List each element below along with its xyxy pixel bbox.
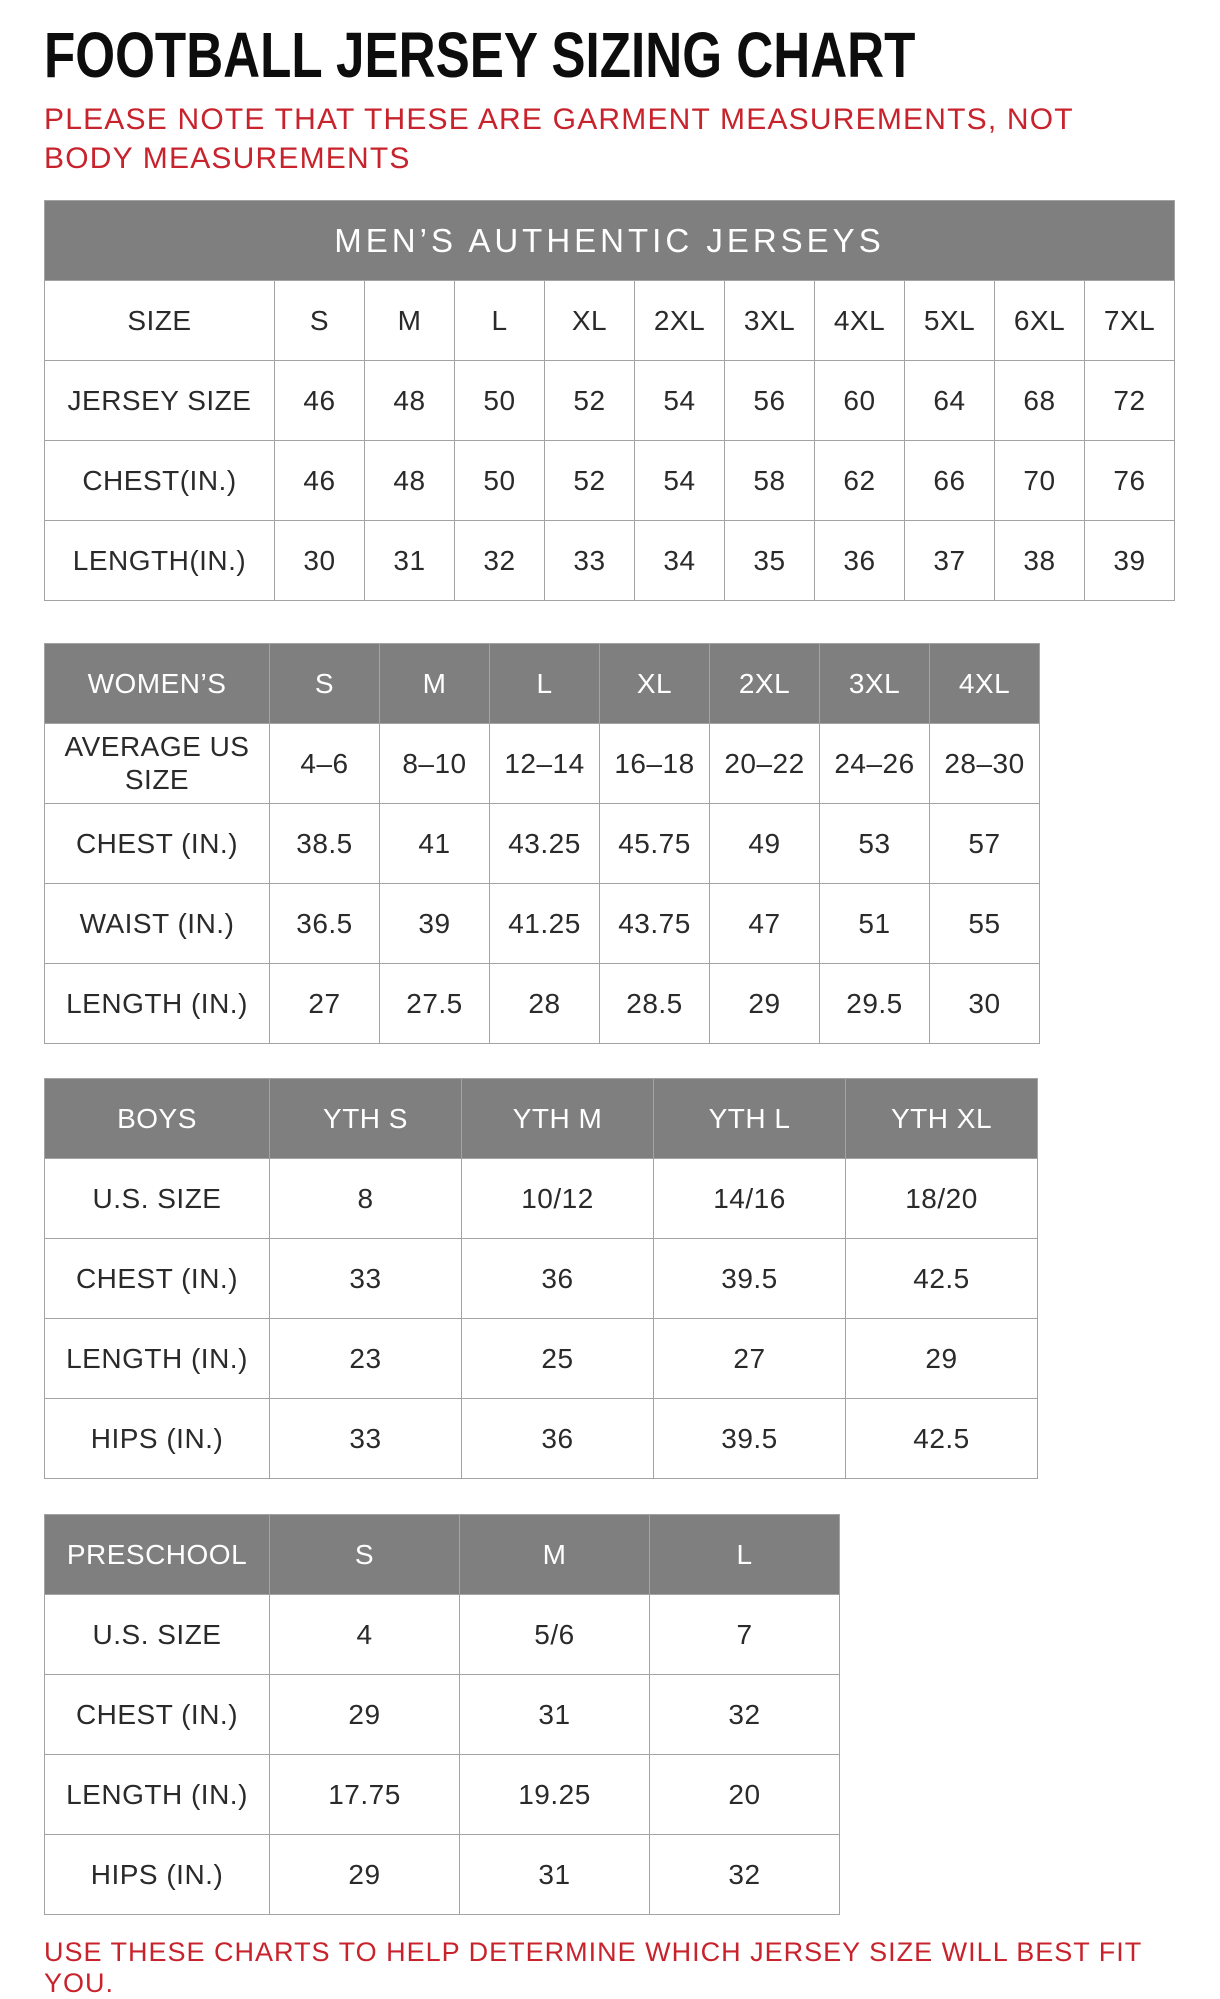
table-row (45, 280, 1175, 360)
cell: 48 (365, 440, 455, 520)
row-label: LENGTH (IN.) (45, 1754, 270, 1834)
row-label: JERSEY SIZE (45, 360, 275, 440)
table-header-row (45, 1514, 840, 1594)
table-row (45, 1834, 840, 1914)
header-cell: S (270, 1514, 460, 1594)
cell: 31 (460, 1834, 650, 1914)
table-row (45, 520, 1175, 600)
cell: 46 (275, 440, 365, 520)
cell: 20 (650, 1754, 840, 1834)
cell: 39 (1085, 520, 1175, 600)
cell: 32 (650, 1674, 840, 1754)
table-row (45, 1398, 1038, 1478)
cell: 62 (815, 440, 905, 520)
cell: 47 (710, 883, 820, 963)
cell: 76 (1085, 440, 1175, 520)
table-row (45, 963, 1040, 1043)
cell: 10/12 (462, 1158, 654, 1238)
cell: 3XL (725, 280, 815, 360)
cell: 31 (460, 1674, 650, 1754)
cell: 28–30 (930, 723, 1040, 803)
cell: 5/6 (460, 1594, 650, 1674)
table-row (45, 1318, 1038, 1398)
cell: 36 (815, 520, 905, 600)
cell: 72 (1085, 360, 1175, 440)
cell: 4 (270, 1594, 460, 1674)
header-cell: YTH S (270, 1078, 462, 1158)
table-row (45, 723, 1040, 803)
row-label: CHEST(IN.) (45, 440, 275, 520)
mens-banner: MEN’S AUTHENTIC JERSEYS (45, 200, 1175, 280)
cell: 7 (650, 1594, 840, 1674)
cell: 39 (380, 883, 490, 963)
cell: 38.5 (270, 803, 380, 883)
preschool-header-label: PRESCHOOL (45, 1514, 270, 1594)
table-row (45, 1158, 1038, 1238)
cell: 2XL (635, 280, 725, 360)
row-label: HIPS (IN.) (45, 1834, 270, 1914)
cell: 45.75 (600, 803, 710, 883)
row-label: WAIST (IN.) (45, 883, 270, 963)
cell: 55 (930, 883, 1040, 963)
cell: 35 (725, 520, 815, 600)
womens-table (44, 643, 1040, 1044)
cell: 6XL (995, 280, 1085, 360)
row-label: U.S. SIZE (45, 1158, 270, 1238)
table-row (45, 1674, 840, 1754)
cell: 51 (820, 883, 930, 963)
cell: 30 (930, 963, 1040, 1043)
row-label: SIZE (45, 280, 275, 360)
cell: 33 (545, 520, 635, 600)
cell: 18/20 (846, 1158, 1038, 1238)
cell: 29.5 (820, 963, 930, 1043)
header-cell: YTH XL (846, 1078, 1038, 1158)
cell: L (455, 280, 545, 360)
cell: 34 (635, 520, 725, 600)
header-cell: L (490, 643, 600, 723)
header-cell: S (270, 643, 380, 723)
cell: 17.75 (270, 1754, 460, 1834)
cell: 20–22 (710, 723, 820, 803)
boys-header-label: BOYS (45, 1078, 270, 1158)
cell: 53 (820, 803, 930, 883)
cell: 52 (545, 360, 635, 440)
table-row (45, 1238, 1038, 1318)
cell: 33 (270, 1238, 462, 1318)
cell: 31 (365, 520, 455, 600)
cell: 36 (462, 1238, 654, 1318)
cell: 41.25 (490, 883, 600, 963)
cell: 28 (490, 963, 600, 1043)
cell: 4–6 (270, 723, 380, 803)
cell: 41 (380, 803, 490, 883)
header-cell: YTH L (654, 1078, 846, 1158)
table-row (45, 1754, 840, 1834)
cell: 50 (455, 440, 545, 520)
header-cell: M (380, 643, 490, 723)
cell: 32 (650, 1834, 840, 1914)
cell: 60 (815, 360, 905, 440)
cell: 32 (455, 520, 545, 600)
cell: 30 (275, 520, 365, 600)
cell: S (275, 280, 365, 360)
cell: 68 (995, 360, 1085, 440)
boys-table (44, 1078, 1038, 1479)
cell: 46 (275, 360, 365, 440)
cell: 39.5 (654, 1398, 846, 1478)
cell: 7XL (1085, 280, 1175, 360)
table-row (45, 1594, 840, 1674)
cell: 38 (995, 520, 1085, 600)
row-label: LENGTH (IN.) (45, 1318, 270, 1398)
cell: 23 (270, 1318, 462, 1398)
table-row (45, 803, 1040, 883)
cell: 43.25 (490, 803, 600, 883)
cell: 16–18 (600, 723, 710, 803)
table-row (45, 200, 1175, 280)
cell: 24–26 (820, 723, 930, 803)
cell: 64 (905, 360, 995, 440)
cell: 29 (270, 1674, 460, 1754)
cell: 54 (635, 360, 725, 440)
cell: 19.25 (460, 1754, 650, 1834)
cell: 29 (846, 1318, 1038, 1398)
cell: 39.5 (654, 1238, 846, 1318)
cell: 14/16 (654, 1158, 846, 1238)
preschool-table (44, 1514, 840, 1915)
cell: M (365, 280, 455, 360)
cell: 33 (270, 1398, 462, 1478)
page-title: FOOTBALL JERSEY SIZING CHART (44, 19, 916, 91)
header-cell: YTH M (462, 1078, 654, 1158)
table-row (45, 883, 1040, 963)
cell: 56 (725, 360, 815, 440)
cell: 54 (635, 440, 725, 520)
header-cell: M (460, 1514, 650, 1594)
cell: 25 (462, 1318, 654, 1398)
cell: 27 (654, 1318, 846, 1398)
cell: 28.5 (600, 963, 710, 1043)
cell: 42.5 (846, 1398, 1038, 1478)
row-label: U.S. SIZE (45, 1594, 270, 1674)
cell: 12–14 (490, 723, 600, 803)
cell: XL (545, 280, 635, 360)
cell: 58 (725, 440, 815, 520)
row-label: CHEST (IN.) (45, 1674, 270, 1754)
row-label: HIPS (IN.) (45, 1398, 270, 1478)
table-header-row (45, 643, 1040, 723)
table-header-row (45, 1078, 1038, 1158)
cell: 27.5 (380, 963, 490, 1043)
measurement-note: PLEASE NOTE THAT THESE ARE GARMENT MEASUREMENTS, NOT BODY MEASUREMENTS (44, 103, 1074, 175)
cell: 29 (710, 963, 820, 1043)
header-cell: 2XL (710, 643, 820, 723)
cell: 57 (930, 803, 1040, 883)
cell: 36 (462, 1398, 654, 1478)
footer-note: USE THESE CHARTS TO HELP DETERMINE WHICH JERSEY SIZE WILL BEST FIT YOU. (44, 1936, 1142, 1998)
cell: 43.75 (600, 883, 710, 963)
cell: 50 (455, 360, 545, 440)
row-label: LENGTH (IN.) (45, 963, 270, 1043)
cell: 36.5 (270, 883, 380, 963)
cell: 8–10 (380, 723, 490, 803)
table-row (45, 440, 1175, 520)
row-label: CHEST (IN.) (45, 1238, 270, 1318)
cell: 5XL (905, 280, 995, 360)
mens-table (44, 200, 1175, 601)
table-row (45, 360, 1175, 440)
cell: 48 (365, 360, 455, 440)
row-label: CHEST (IN.) (45, 803, 270, 883)
cell: 42.5 (846, 1238, 1038, 1318)
cell: 37 (905, 520, 995, 600)
cell: 70 (995, 440, 1085, 520)
row-label: LENGTH(IN.) (45, 520, 275, 600)
womens-header-label: WOMEN’S (45, 643, 270, 723)
cell: 52 (545, 440, 635, 520)
cell: 29 (270, 1834, 460, 1914)
cell: 4XL (815, 280, 905, 360)
cell: 8 (270, 1158, 462, 1238)
header-cell: 4XL (930, 643, 1040, 723)
cell: 49 (710, 803, 820, 883)
cell: 66 (905, 440, 995, 520)
row-label: AVERAGE US SIZE (45, 723, 270, 803)
header-cell: XL (600, 643, 710, 723)
header-cell: L (650, 1514, 840, 1594)
header-cell: 3XL (820, 643, 930, 723)
cell: 27 (270, 963, 380, 1043)
